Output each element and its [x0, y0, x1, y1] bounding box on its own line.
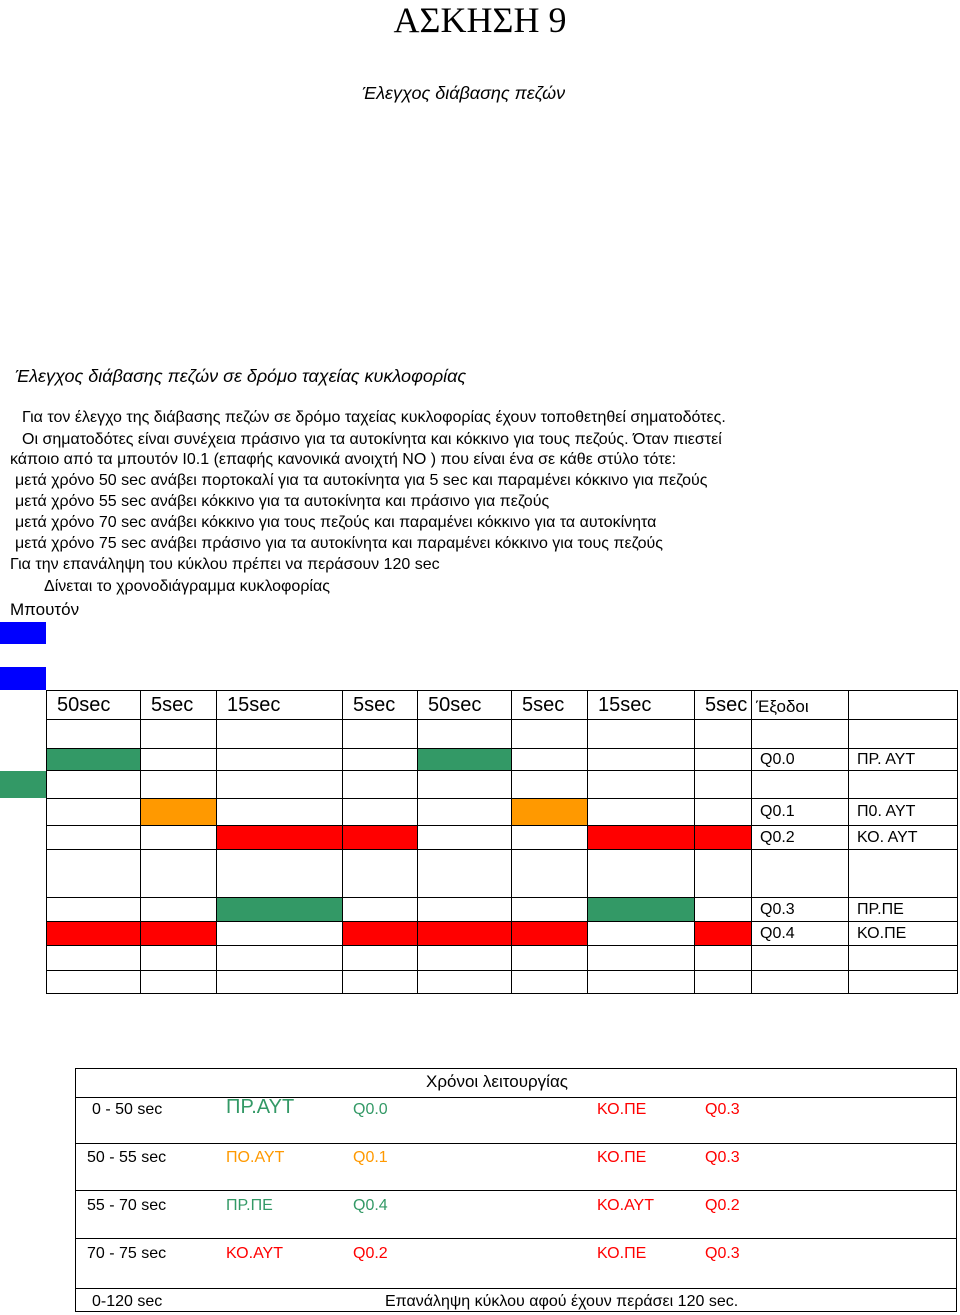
- timing-cell: [47, 922, 141, 946]
- signal-on-segment: [695, 826, 751, 849]
- signal-on-segment: [343, 826, 417, 849]
- cycle-time: 0-120 sec: [92, 1293, 163, 1310]
- timing-cell: [418, 898, 512, 922]
- paragraph-line: μετά χρόνο 75 sec ανάβει πράσινο για τα αυτοκίνητα και παραμένει κόκκινο για τους πεζούς: [15, 535, 663, 552]
- timing-cell: [418, 922, 512, 946]
- timing-cell: [141, 922, 217, 946]
- output-address: Q0.2: [752, 826, 849, 850]
- paragraph-line: Για την επανάληψη του κύκλου πρέπει να περάσουν 120 sec: [10, 556, 440, 573]
- timing-cell: [47, 826, 141, 850]
- segment-duration: 5sec: [141, 691, 217, 720]
- timing-cell: [695, 799, 752, 826]
- page-title: ΑΣΚΗΣΗ 9: [393, 0, 567, 40]
- paragraph-line: Οι σηματοδότες είναι συνέχεια πράσινο για τα αυτοκίνητα και κόκκινο για τους πεζούς. Όταν πιεστεί: [22, 431, 722, 448]
- timing-cell: [512, 898, 588, 922]
- segment-duration: 50sec: [418, 691, 512, 720]
- signal-address: Q0.3: [705, 1149, 740, 1166]
- timing-cell: [512, 922, 588, 946]
- signal-address: Q0.0: [353, 1101, 388, 1118]
- cycle-note: Επανάληψη κύκλου αφού έχουν περάσει 120 sec.: [385, 1293, 739, 1310]
- paragraph-line: μετά χρόνο 55 sec ανάβει κόκκινο για τα αυτοκίνητα και πράσινο για πεζούς: [15, 493, 550, 510]
- signal-name: ΚΟ.ΠΕ: [597, 1149, 647, 1166]
- timing-cell: [512, 749, 588, 771]
- output-address: Q0.4: [752, 922, 849, 946]
- section-heading: Έλεγχος διάβασης πεζών σε δρόμο ταχείας κυκλοφορίας: [15, 366, 467, 386]
- timing-cell: [418, 826, 512, 850]
- signal-on-segment: [695, 922, 751, 945]
- output-address: Q0.0: [752, 749, 849, 771]
- operation-times-table: [75, 1068, 957, 1312]
- segment-duration: 5sec: [343, 691, 418, 720]
- timing-cell: [217, 922, 343, 946]
- time-range: 55 - 70 sec: [87, 1197, 167, 1214]
- timing-cell: [588, 749, 695, 771]
- signal-name: ΠΟ.ΑΥΤ: [226, 1149, 285, 1166]
- timing-cell: [588, 898, 695, 922]
- timing-cell: [217, 749, 343, 771]
- timing-cell: [418, 799, 512, 826]
- output-address: Q0.3: [752, 898, 849, 922]
- timing-cell: [217, 826, 343, 850]
- signal-row-q00: [47, 749, 958, 771]
- output-address: Q0.1: [752, 799, 849, 826]
- signal-address: Q0.2: [705, 1197, 740, 1214]
- signal-on-segment: [47, 922, 140, 945]
- signal-on-segment: [418, 922, 511, 945]
- signal-name: ΚΟ.ΑΥΤ: [226, 1245, 283, 1262]
- timing-cell: [47, 799, 141, 826]
- timing-diagram: [46, 690, 958, 994]
- green-marker: [0, 771, 46, 798]
- signal-name: ΠΡ.ΑΥΤ: [226, 1096, 295, 1118]
- signal-row-q03: [47, 898, 958, 922]
- signal-address: Q0.1: [353, 1149, 388, 1166]
- subtitle: Έλεγχος διάβασης πεζών: [362, 83, 566, 103]
- timing-cell: [343, 749, 418, 771]
- timing-cell: [695, 749, 752, 771]
- signal-address: Q0.4: [353, 1197, 388, 1214]
- timing-cell: [217, 898, 343, 922]
- segment-duration: 15sec: [217, 691, 343, 720]
- paragraph-line: Για τον έλεγχο της διάβασης πεζών σε δρόμο ταχείας κυκλοφορίας έχουν τοποθετηθεί σηματοδότες.: [22, 409, 726, 426]
- timing-cell: [418, 749, 512, 771]
- signal-on-segment: [343, 922, 417, 945]
- timing-cell: [588, 799, 695, 826]
- signal-address: Q0.3: [705, 1101, 740, 1118]
- signal-name: ΠΡ.ΠΕ: [226, 1197, 273, 1214]
- signal-row-q01: [47, 799, 958, 826]
- timing-cell: [141, 826, 217, 850]
- blue-marker: [0, 667, 46, 690]
- signal-name: ΚΟ.ΑΥΤ: [597, 1197, 654, 1214]
- empty-cell: [849, 691, 958, 720]
- timing-cell: [217, 799, 343, 826]
- signal-row-q04: [47, 922, 958, 946]
- timing-cell: [47, 898, 141, 922]
- time-range: 70 - 75 sec: [87, 1245, 167, 1262]
- timing-cell: [47, 749, 141, 771]
- signal-address: Q0.3: [705, 1245, 740, 1262]
- signal-on-segment: [141, 922, 216, 945]
- signal-name: ΚΟ.ΠΕ: [597, 1245, 647, 1262]
- signal-name: ΚΟ.ΠΕ: [597, 1101, 647, 1118]
- paragraph-line: μετά χρόνο 50 sec ανάβει πορτοκαλί για τα αυτοκίνητα για 5 sec και παραμένει κόκκινο για πεζούς: [15, 472, 708, 489]
- time-range: 50 - 55 sec: [87, 1149, 167, 1166]
- segment-duration: 15sec: [588, 691, 695, 720]
- signal-row-q02: [47, 826, 958, 850]
- timing-cell: [695, 922, 752, 946]
- time-range: 0 - 50 sec: [92, 1101, 163, 1118]
- segment-duration: 50sec: [47, 691, 141, 720]
- timing-cell: [588, 826, 695, 850]
- segment-duration: 5sec: [512, 691, 588, 720]
- timing-cell: [588, 922, 695, 946]
- timing-cell: [695, 826, 752, 850]
- timing-cell: [695, 898, 752, 922]
- signal-on-segment: [512, 799, 587, 825]
- signal-address: Q0.2: [353, 1245, 388, 1262]
- timing-cell: [141, 898, 217, 922]
- signal-on-segment: [141, 799, 216, 825]
- operation-times-title: Χρόνοι λειτουργίας: [426, 1072, 568, 1091]
- timing-cell: [141, 799, 217, 826]
- segment-duration: 5sec: [695, 691, 752, 720]
- paragraph-line: Δίνεται το χρονοδιάγραμμα κυκλοφορίας: [44, 578, 330, 595]
- timing-cell: [512, 799, 588, 826]
- timing-cell: [343, 898, 418, 922]
- signal-on-segment: [217, 826, 342, 849]
- timing-cell: [343, 799, 418, 826]
- output-name: ΠΡ. ΑΥΤ: [849, 749, 958, 771]
- output-name: ΚΟ.ΠΕ: [849, 922, 958, 946]
- output-name: Π0. ΑΥΤ: [849, 799, 958, 826]
- signal-on-segment: [47, 749, 140, 770]
- outputs-header: Έξοδοι: [752, 691, 849, 720]
- output-name: ΚΟ. ΑΥΤ: [849, 826, 958, 850]
- timing-cell: [141, 749, 217, 771]
- timing-cell: [343, 922, 418, 946]
- diagram-header-row: [47, 691, 958, 720]
- timing-cell: [343, 826, 418, 850]
- signal-on-segment: [418, 749, 511, 770]
- paragraph-line: κάποιο από τα μπουτόν I0.1 (επαφής κανονικά ανοιχτή NO ) που είναι ένα σε κάθε στύλο τότε:: [10, 451, 677, 468]
- blue-marker: [0, 622, 46, 644]
- signal-on-segment: [588, 898, 694, 921]
- signal-on-segment: [512, 922, 587, 945]
- buttons-label: Μπουτόν: [10, 600, 80, 619]
- output-name: ΠΡ.ΠΕ: [849, 898, 958, 922]
- signal-on-segment: [217, 898, 342, 921]
- signal-on-segment: [588, 826, 694, 849]
- timing-cell: [512, 826, 588, 850]
- paragraph-line: μετά χρόνο 70 sec ανάβει κόκκινο για τους πεζούς και παραμένει κόκκινο για τα αυτοκίνητα: [15, 514, 657, 531]
